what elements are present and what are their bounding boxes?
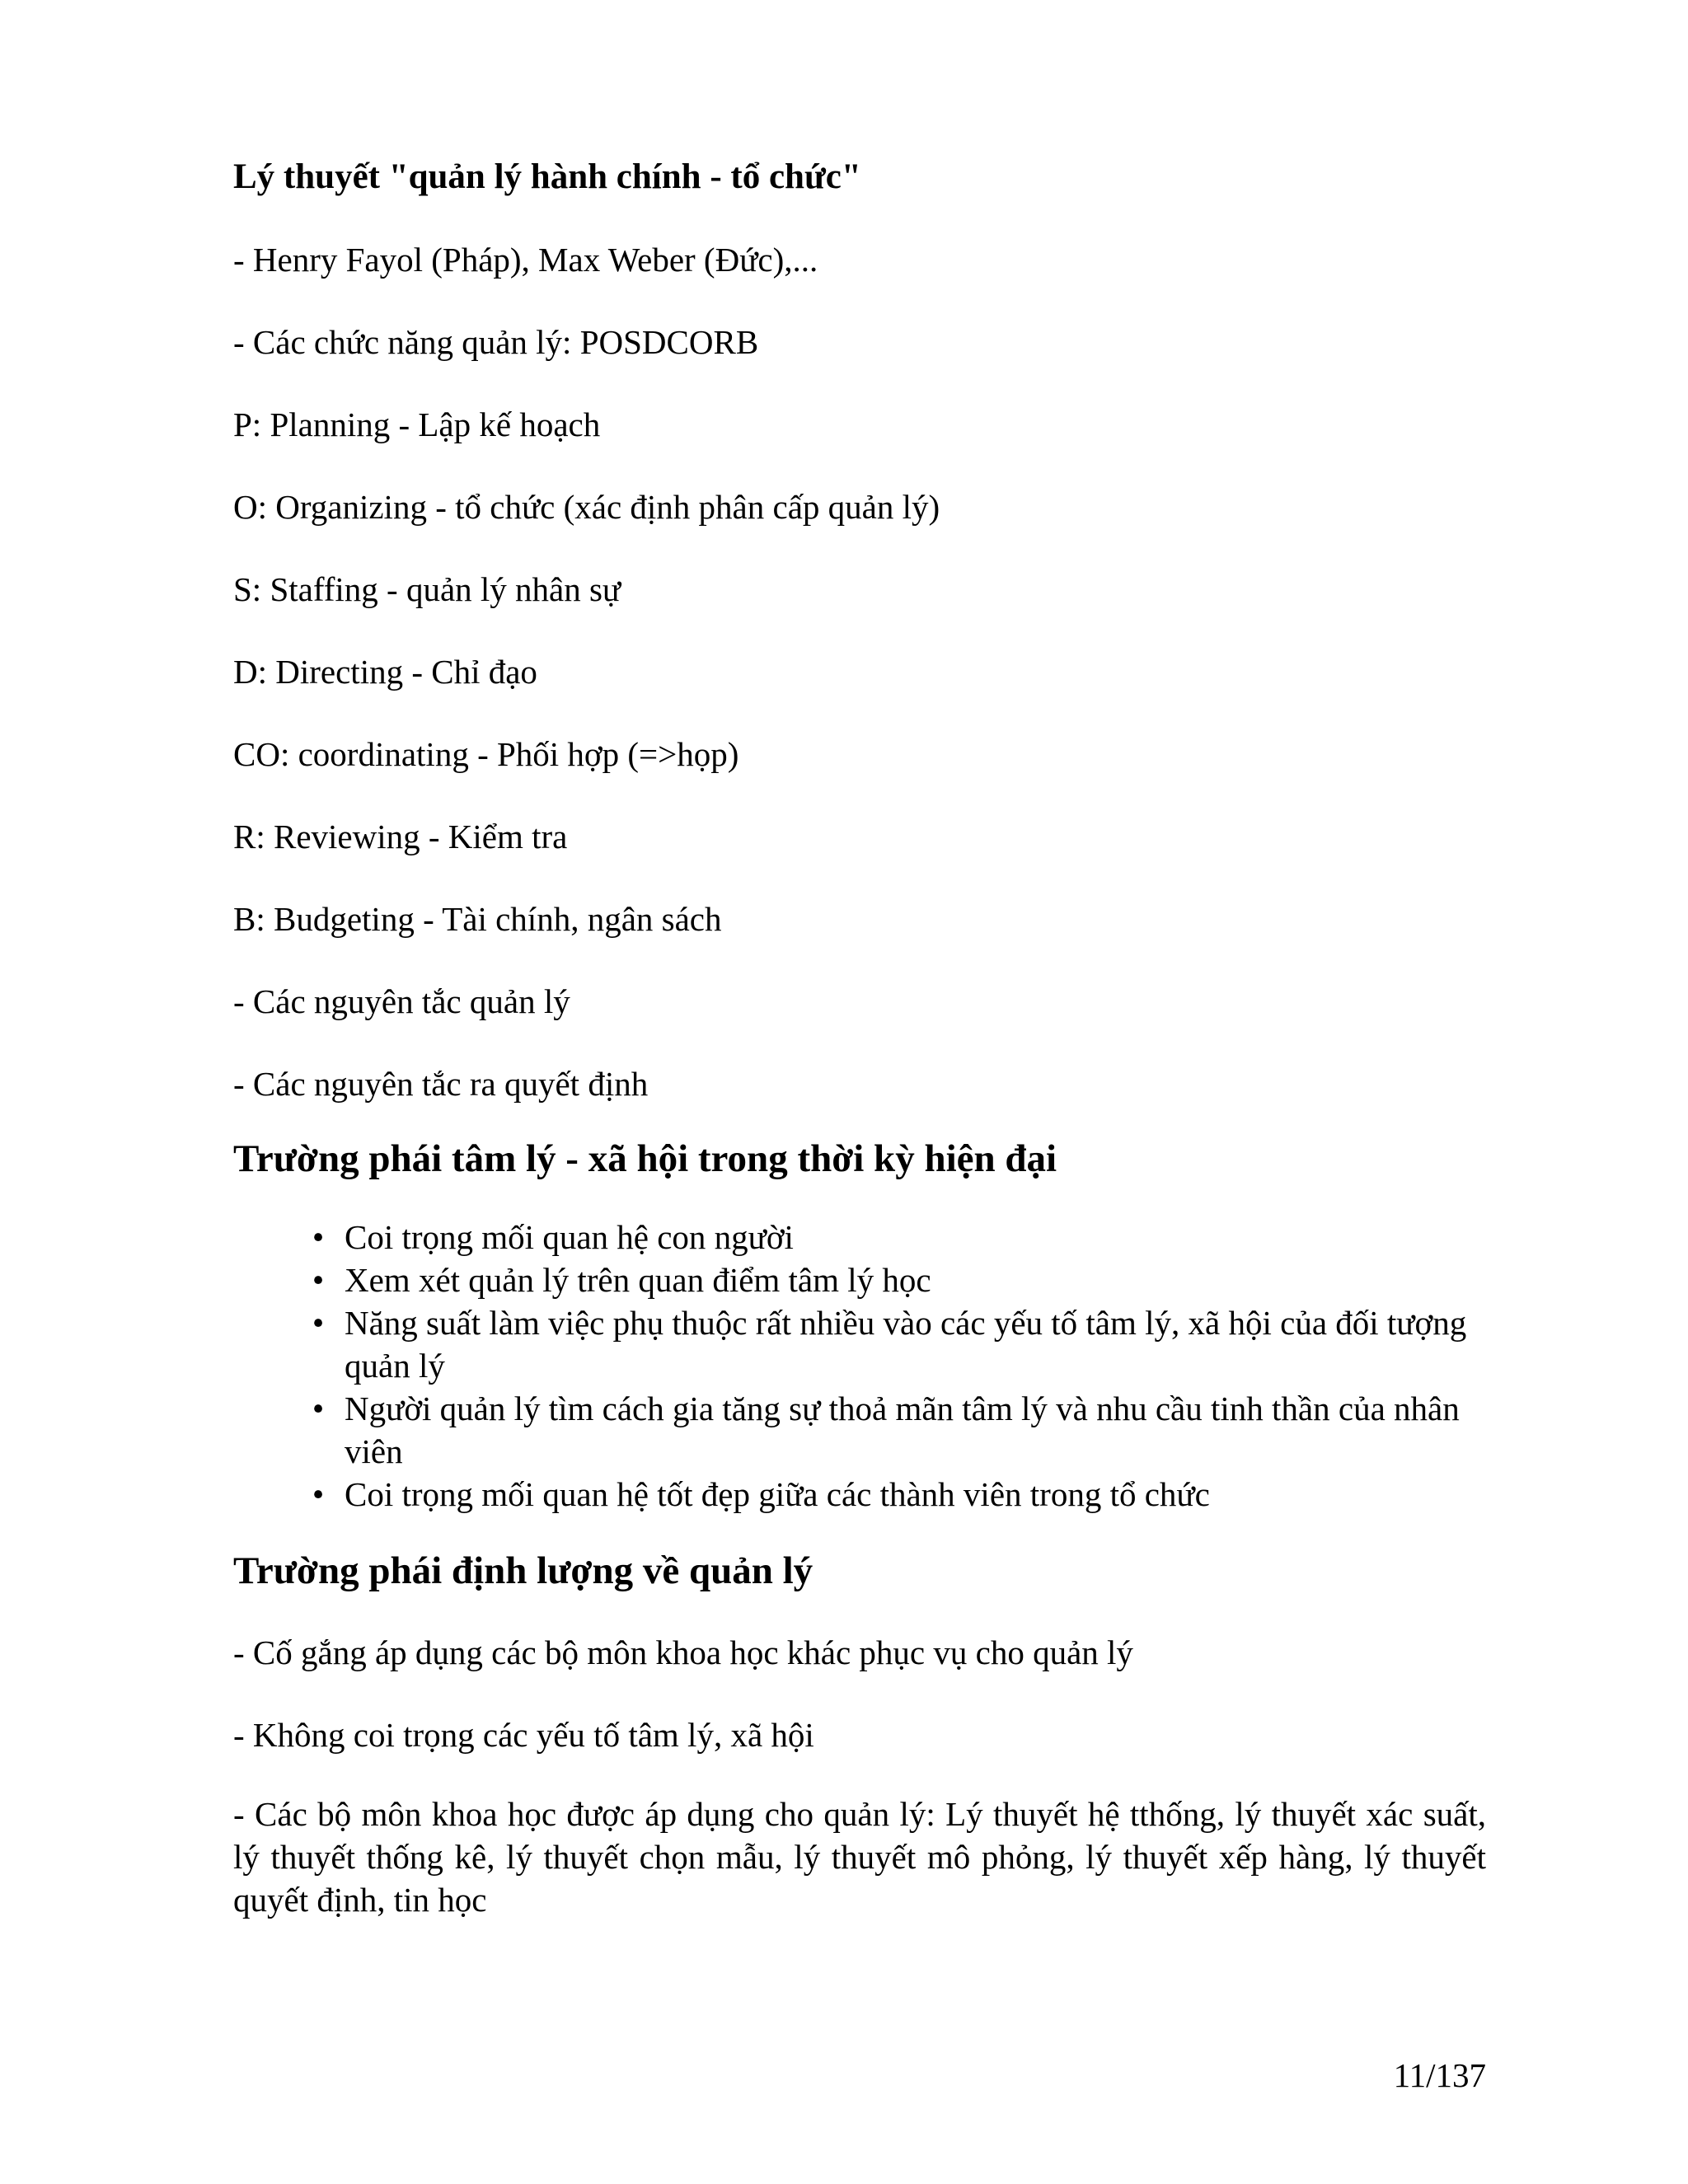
list-item — [233, 1216, 1486, 1258]
paragraph-budgeting: B: Budgeting - Tài chính, ngân sách — [233, 900, 722, 938]
paragraph-directing: D: Directing - Chỉ đạo — [233, 653, 537, 691]
paragraph-management-principles: - Các nguyên tắc quản lý — [233, 982, 570, 1020]
list-item-text: Coi trọng mối quan hệ tốt đẹp giữa các thành viên trong tổ chức — [345, 1475, 1210, 1513]
list-item-text: Năng suất làm việc phụ thuộc rất nhiều vào các yếu tố tâm lý, xã hội của đối tượng quản lý — [345, 1304, 1467, 1385]
list-item-text: Coi trọng mối quan hệ con người — [345, 1218, 794, 1256]
paragraph-apply-sciences: - Cố gắng áp dụng các bộ môn khoa học khác phục vụ cho quản lý — [233, 1633, 1133, 1671]
paragraph-planning: P: Planning - Lập kế hoạch — [233, 405, 601, 443]
list-item — [233, 1301, 1486, 1387]
paragraph-organizing: O: Organizing - tổ chức (xác định phân cấp quản lý) — [233, 488, 940, 526]
section-heading-psychosocial-school: Trường phái tâm lý - xã hội trong thời kỳ hiện đại — [233, 1137, 1057, 1180]
page-number: 11/137 — [1393, 2056, 1486, 2094]
paragraph-staffing: S: Staffing - quản lý nhân sự — [233, 570, 621, 608]
list-item — [233, 1258, 1486, 1301]
paragraph-applied-disciplines: - Các bộ môn khoa học được áp dụng cho quản lý: Lý thuyết hệ tthống, lý thuyết xác suất, lý thuyết thống kê, lý thuyết chọn mẫu, lý thuyết mô phỏng, lý thuyết xếp hàng, lý thuyết quyết định, tin học — [233, 1795, 1486, 1919]
list-item — [233, 1473, 1486, 1516]
list-item-text: Người quản lý tìm cách gia tăng sự thoả mãn tâm lý và nhu cầu tinh thần của nhân viên — [345, 1390, 1460, 1470]
paragraph-coordinating: CO: coordinating - Phối hợp (=>họp) — [233, 735, 739, 773]
bullet-icon: • — [312, 1261, 325, 1299]
bullet-icon: • — [312, 1475, 325, 1513]
paragraph-decision-principles: - Các nguyên tắc ra quyết định — [233, 1065, 649, 1103]
list-item-text: Xem xét quản lý trên quan điểm tâm lý học — [345, 1261, 931, 1299]
paragraph-posdcorb: - Các chức năng quản lý: POSDCORB — [233, 323, 759, 361]
section-heading-quantitative-school: Trường phái định lượng về quản lý — [233, 1549, 814, 1592]
list-item — [233, 1387, 1486, 1473]
paragraph-fayol-weber: - Henry Fayol (Pháp), Max Weber (Đức),... — [233, 241, 818, 279]
section-heading-administrative-theory: Lý thuyết "quản lý hành chính - tổ chức" — [233, 157, 861, 196]
bullet-icon: • — [312, 1218, 325, 1256]
bullet-icon: • — [312, 1304, 325, 1342]
bullet-icon: • — [312, 1390, 325, 1427]
paragraph-reviewing: R: Reviewing - Kiểm tra — [233, 818, 568, 855]
page-content — [233, 152, 1486, 1954]
paragraph-ignore-psychosocial: - Không coi trọng các yếu tố tâm lý, xã hội — [233, 1716, 814, 1754]
bullet-list-psychosocial — [233, 1216, 1486, 1516]
